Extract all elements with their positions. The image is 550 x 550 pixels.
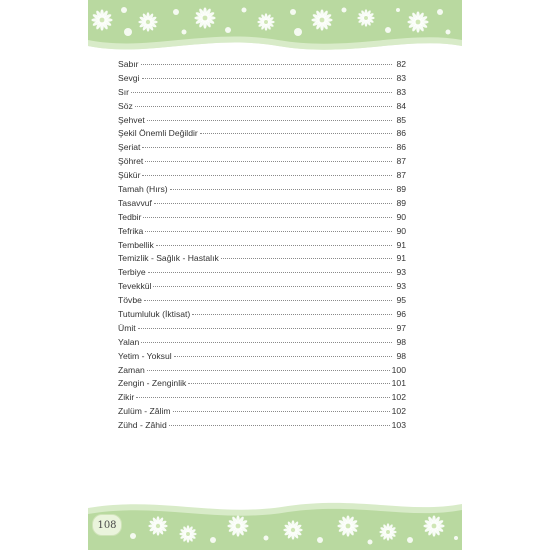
toc-entry-page: 85 [396,114,406,125]
toc-entry-page: 98 [396,336,406,347]
dot-leader [154,203,392,204]
dot-leader [144,300,392,301]
toc-entry-title: Şöhret [118,156,144,167]
toc-entry-page: 103 [391,420,406,431]
dot-leader [142,78,393,79]
toc-entry-title: Tamah (Hırs) [118,184,168,195]
toc-entry-page: 95 [396,295,406,306]
toc-entry-page: 100 [391,364,406,375]
toc-entry [118,211,406,225]
dot-leader [145,161,392,162]
toc-entry [118,419,406,433]
dot-leader [173,411,390,412]
toc-entry [118,86,406,100]
toc-entry-title: Tembellik [118,239,154,250]
toc-entry [118,155,406,169]
toc-entry-title: Şeriat [118,142,141,153]
toc-entry-page: 89 [396,197,406,208]
decor-dot [225,27,231,33]
dot-leader [138,328,392,329]
table-of-contents [118,58,406,433]
book-page [88,0,462,550]
decor-dot [317,537,323,543]
toc-entry [118,308,406,322]
toc-entry [118,322,406,336]
toc-entry-page: 87 [396,170,406,181]
decor-dot [173,9,179,15]
decor-dot [264,536,269,541]
decor-dot [242,8,247,13]
toc-entry-title: Tevekkül [118,281,152,292]
dot-leader [148,272,392,273]
toc-entry [118,183,406,197]
dot-leader [169,425,390,426]
toc-entry-title: Terbiye [118,267,146,278]
decor-dot [124,28,132,36]
toc-entry-page: 101 [391,378,406,389]
toc-entry-title: Tedbir [118,211,142,222]
toc-entry [118,114,406,128]
toc-entry-page: 84 [396,100,406,111]
decor-dot [342,8,347,13]
toc-entry-page: 97 [396,322,406,333]
toc-entry [118,252,406,266]
decor-dot [290,9,296,15]
dot-leader [145,231,392,232]
dot-leader [156,245,392,246]
dot-leader [141,342,392,343]
toc-entry-title: Yalan [118,336,140,347]
toc-entry-title: Sır [118,86,129,97]
toc-entry-page: 102 [391,406,406,417]
toc-entry [118,239,406,253]
toc-entry [118,169,406,183]
toc-entry-page: 91 [396,253,406,264]
toc-entry-page: 91 [396,239,406,250]
toc-entry-title: Yetim - Yoksul [118,350,172,361]
toc-entry-page: 98 [396,350,406,361]
toc-entry [118,336,406,350]
dot-leader [174,356,392,357]
toc-entry-title: Zengin - Zenginlik [118,378,187,389]
dot-leader [170,189,392,190]
dot-leader [221,258,392,259]
toc-entry-title: Zaman [118,364,145,375]
toc-entry [118,72,406,86]
decor-dot [368,540,373,545]
toc-entry-page: 89 [396,184,406,195]
toc-entry [118,141,406,155]
toc-entry [118,294,406,308]
toc-entry-page: 86 [396,142,406,153]
dot-leader [142,175,392,176]
dot-leader [147,370,390,371]
toc-entry-title: Zikir [118,392,135,403]
dot-leader [200,133,392,134]
toc-entry-title: Zühd - Zâhid [118,420,167,431]
dot-leader [192,314,392,315]
toc-entry [118,405,406,419]
toc-entry [118,127,406,141]
decor-dot [396,8,400,12]
decor-dot [182,30,187,35]
dot-leader [142,147,392,148]
decor-dot [454,536,458,540]
toc-entry-title: Tasavvuf [118,197,152,208]
toc-entry-title: Sabır [118,59,139,69]
toc-entry-title: Söz [118,100,133,111]
decor-dot [385,27,391,33]
decor-dot [210,537,216,543]
dot-leader [147,120,392,121]
decor-dot [407,537,413,543]
toc-entry [118,364,406,378]
toc-entry-page: 102 [391,392,406,403]
decor-dot [294,28,302,36]
dot-leader [188,383,389,384]
toc-entry-title: Ümit [118,322,136,333]
toc-entry-page: 83 [396,72,406,83]
decor-dot [437,9,443,15]
dot-leader [136,397,389,398]
toc-entry-page: 93 [396,281,406,292]
decor-dot [446,30,451,35]
toc-entry-page: 86 [396,128,406,139]
toc-entry-page: 96 [396,309,406,320]
toc-entry-title: Şekil Önemli Değildir [118,128,198,139]
toc-entry-page: 90 [396,211,406,222]
decor-dot [130,533,136,539]
toc-entry-title: Tutumluluk (İktisat) [118,309,191,320]
toc-entry-page: 90 [396,225,406,236]
toc-entry-title: Şükür [118,170,141,181]
toc-entry-title: Şehvet [118,114,145,125]
toc-entry-title: Temizlik - Sağlık - Hastalık [118,253,219,264]
dot-leader [131,92,392,93]
toc-entry-title: Sevgi [118,72,140,83]
toc-entry [118,58,406,72]
toc-entry [118,391,406,405]
toc-entry-title: Tefrika [118,225,144,236]
dot-leader [135,106,392,107]
dot-leader [143,217,392,218]
top-floral-band [88,0,462,56]
dot-leader [153,286,392,287]
toc-entry [118,280,406,294]
toc-entry [118,350,406,364]
bottom-floral-band [88,496,462,550]
toc-entry-page: 87 [396,156,406,167]
toc-entry [118,100,406,114]
toc-entry-title: Zulüm - Zâlim [118,406,171,417]
toc-entry [118,225,406,239]
toc-entry-page: 93 [396,267,406,278]
toc-entry-page: 83 [396,86,406,97]
toc-entry-page: 82 [396,59,406,69]
decor-dot [121,7,127,13]
toc-entry [118,266,406,280]
toc-entry-title: Tövbe [118,295,142,306]
toc-entry [118,377,406,391]
toc-entry [118,197,406,211]
page-number: 108 [92,514,122,536]
dot-leader [141,64,392,65]
